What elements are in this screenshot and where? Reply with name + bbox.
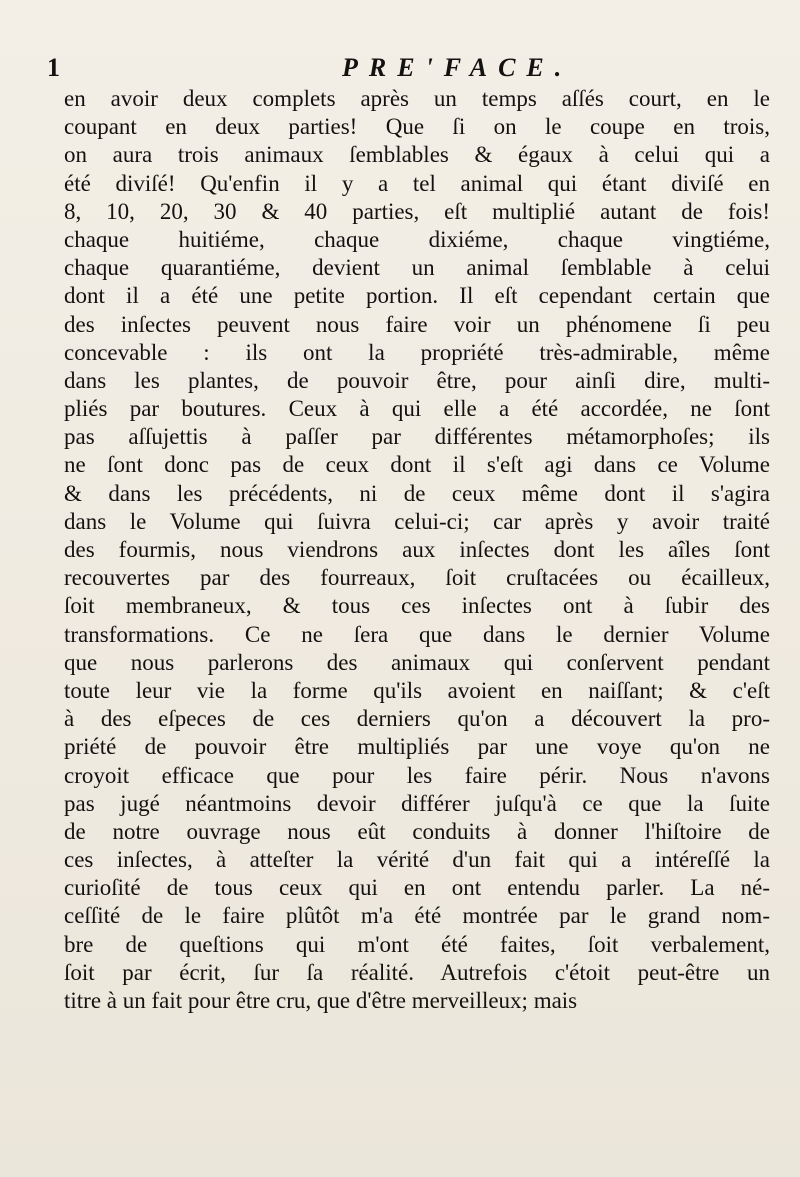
text-line: chaque huitiéme, chaque dixiéme, chaque vingtiéme, — [64, 226, 770, 252]
text-line: 8, 10, 20, 30 & 40 parties, eſt multiplié autant de fois! — [64, 198, 770, 224]
text-line: & dans les précédents, ni de ceux même dont il s'agira — [64, 480, 770, 506]
text-line: en avoir deux complets après un temps aſſés court, en le — [64, 86, 770, 111]
text-line: coupant en deux parties! Que ſi on le coupe en trois, — [64, 114, 770, 140]
text-line: de notre ouvrage nous eût conduits à donner l'hiſtoire de — [64, 818, 770, 844]
text-line: des fourmis, nous viendrons aux inſectes dont les aîles ſont — [64, 537, 770, 562]
text-line: transformations. Ce ne ſera que dans le dernier Volume — [64, 621, 770, 647]
text-line: bre de queſtions qui m'ont été faites, ſoit verbalement, — [64, 931, 770, 957]
text-line: dans les plantes, de pouvoir être, pour ainſi dire, multi- — [64, 367, 770, 393]
text-line: été diviſé! Qu'enfin il y a tel animal qui étant diviſé en — [64, 170, 770, 196]
text-line: ne ſont donc pas de ceux dont il s'eſt agi dans ce Volume — [64, 452, 770, 478]
text-line: ſoit par écrit, ſur ſa réalité. Autrefois c'étoit peut-être un — [64, 959, 770, 985]
text-line: croyoit efficace que pour les faire périr. Nous n'avons — [64, 762, 770, 788]
running-title: PRE'FACE. — [342, 53, 573, 82]
text-line: toute leur vie la forme qu'ils avoient en naiſſant; & c'eſt — [64, 677, 770, 703]
page-header — [0, 48, 800, 88]
text-line: pliés par boutures. Ceux à qui elle a été accordée, ne ſont — [64, 396, 770, 422]
text-line: curioſité de tous ceux qui en ont entendu parler. La né- — [64, 875, 770, 901]
text-line: dans le Volume qui ſuivra celui-ci; car après y avoir traité — [64, 508, 770, 534]
text-line: ceſſité de le faire plûtôt m'a été montrée par le grand nom- — [64, 903, 770, 929]
text-line: on aura trois animaux ſemblables & égaux à celui qui a — [64, 142, 770, 168]
text-line: chaque quarantiéme, devient un animal ſemblable à celui — [64, 255, 770, 281]
text-line: priété de pouvoir être multipliés par une voye qu'on ne — [64, 734, 770, 760]
text-line: à des eſpeces de ces derniers qu'on a découvert la pro- — [64, 706, 770, 732]
text-line: dont il a été une petite portion. Il eſt cependant certain que — [64, 283, 770, 309]
text-line: recouvertes par des fourreaux, ſoit cruſtacées ou écailleux, — [64, 565, 770, 591]
text-line: pas jugé néantmoins devoir différer juſqu'à ce que la ſuite — [64, 790, 770, 816]
body-text — [64, 85, 770, 1015]
text-line: pas aſſujettis à paſſer par différentes métamorphoſes; ils — [64, 424, 770, 450]
page-number: 1 — [47, 53, 60, 82]
text-line: ces inſectes, à atteſter la vérité d'un fait qui a intéreſſé la — [64, 847, 770, 873]
text-line: ſoit membraneux, & tous ces inſectes ont à ſubir des — [64, 593, 770, 619]
text-line: des inſectes peuvent nous faire voir un phénomene ſi peu — [64, 311, 770, 337]
text-line: concevable : ils ont la propriété très-admirable, même — [64, 339, 770, 365]
text-line: titre à un fait pour être cru, que d'être merveilleux; mais — [64, 988, 578, 1013]
text-line: que nous parlerons des animaux qui conſervent pendant — [64, 649, 770, 675]
